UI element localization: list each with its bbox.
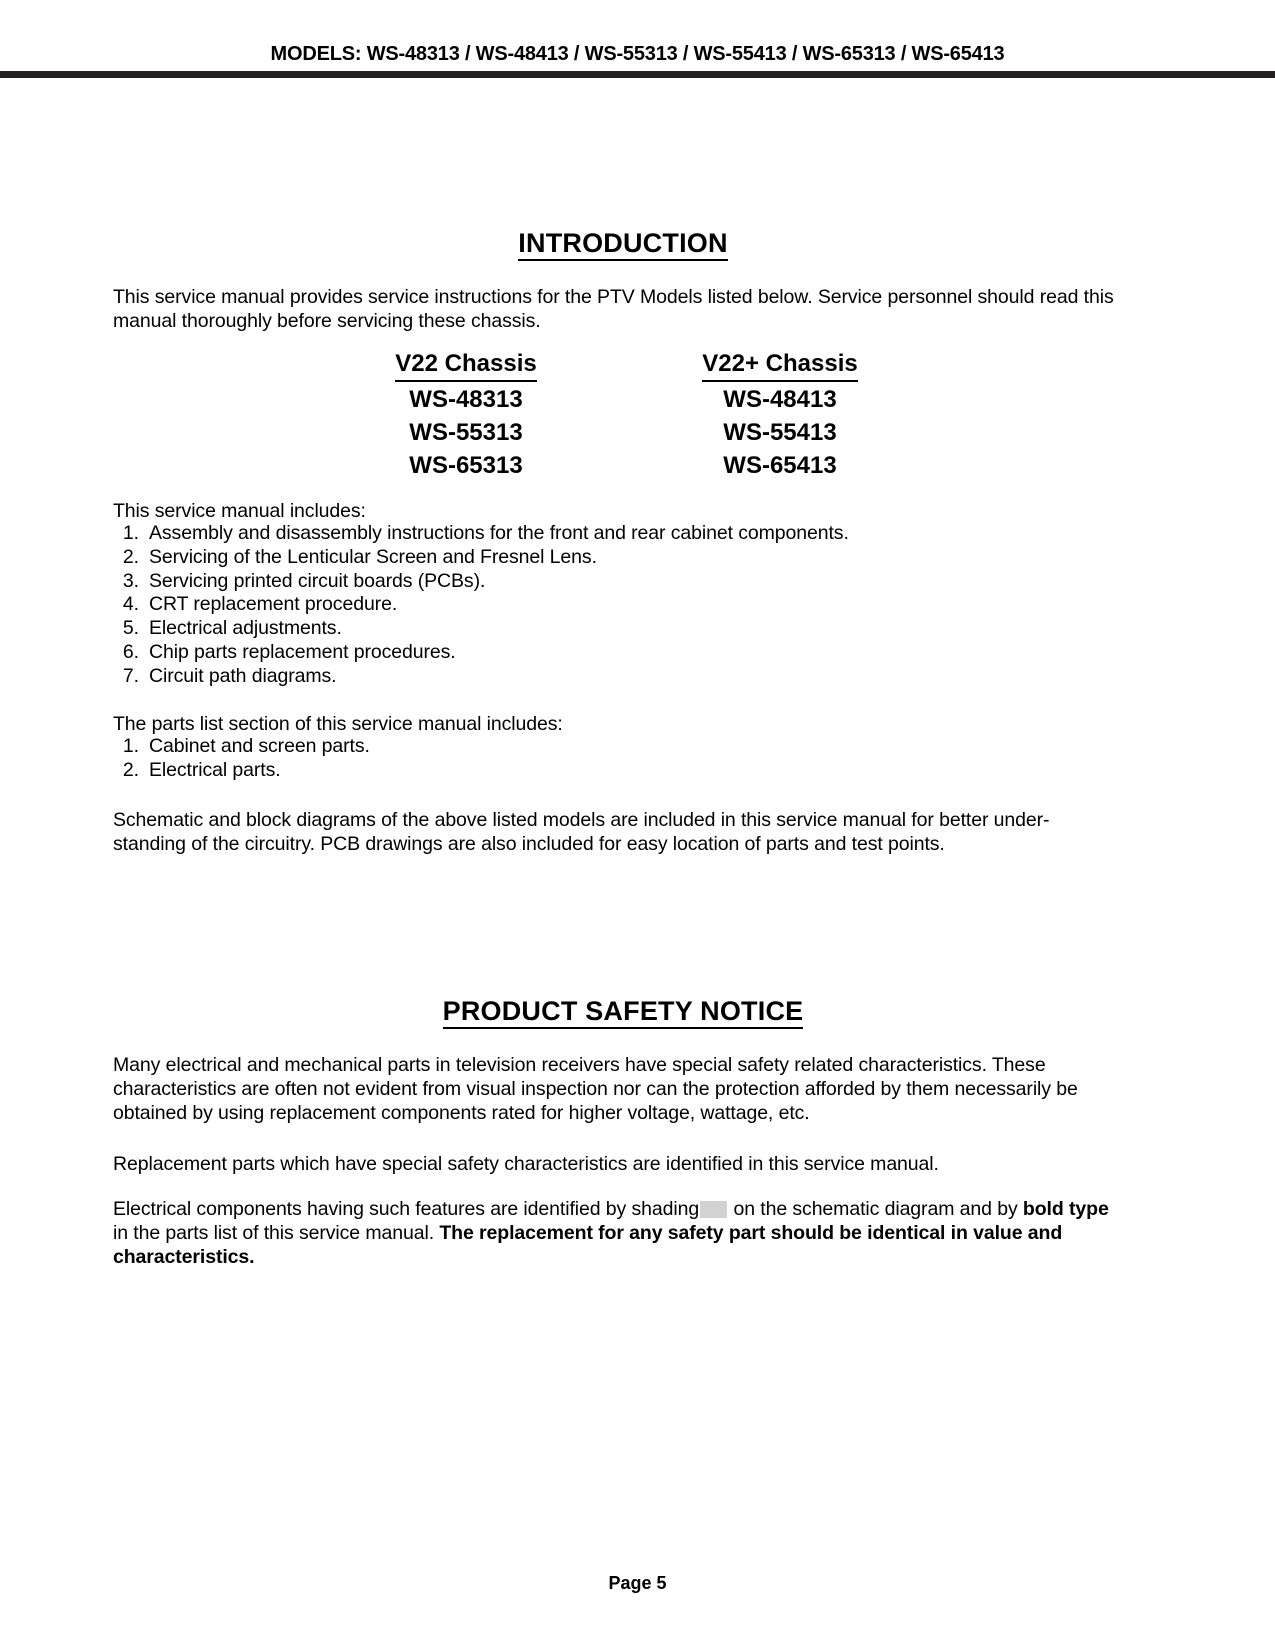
safety-paragraph-3	[113, 1197, 1127, 1269]
safety-paragraph-3-segment-1: Electrical components having such features are identified by shading	[113, 1198, 700, 1220]
safety-paragraph-3-bold-2: The replacement for any safety part should be identical in value and characteristics.	[113, 1222, 1063, 1268]
safety-notice-heading	[113, 996, 1133, 1027]
safety-paragraph-1: Many electrical and mechanical parts in television receivers have special safety related characteristics. These characteristics are often not evident from visual inspection nor can the protection afforded by them necessarily be obtained by using replacement components rated for higher voltage, wattage, etc.	[113, 1054, 1078, 1124]
list-item	[113, 546, 1013, 570]
chassis-model: WS-55413	[723, 419, 837, 446]
includes-lead-text: This service manual includes:	[113, 500, 366, 522]
list-item-label: Electrical adjustments.	[149, 617, 342, 640]
list-item-label: Assembly and disassembly instructions for the front and rear cabinet components.	[149, 522, 849, 544]
list-item	[113, 593, 1013, 617]
chassis-heading-v22: V22 Chassis	[395, 348, 536, 382]
list-item-label: CRT replacement procedure.	[149, 593, 398, 616]
list-item-number: 3.	[122, 569, 139, 592]
chassis-model: WS-48313	[409, 386, 523, 413]
list-item	[113, 617, 1013, 641]
list-item	[113, 570, 1013, 594]
safety-paragraph-3-segment-2: on the schematic diagram and by	[728, 1198, 1023, 1220]
shading-swatch	[700, 1201, 727, 1218]
safety-paragraph-3-bold-1: bold type	[1022, 1198, 1109, 1220]
page-header	[0, 0, 1275, 78]
list-item-label: Servicing of the Lenticular Screen and Fresnel Lens.	[149, 545, 597, 568]
page-footer: Page 5	[608, 1573, 667, 1593]
list-item-label: Chip parts replacement procedures.	[149, 640, 456, 663]
list-item-label: Electrical parts.	[149, 758, 281, 781]
list-item-number: 2.	[122, 545, 139, 568]
list-item-number: 7.	[122, 664, 139, 687]
safety-paragraph-3-segment-3: in the parts list of this service manual.	[113, 1222, 440, 1244]
list-item-number: 1.	[122, 735, 139, 757]
chassis-model: WS-65313	[409, 452, 523, 479]
safety-paragraph-2: Replacement parts which have special safety characteristics are identified in this service manual.	[113, 1153, 939, 1175]
parts-list	[113, 735, 1013, 783]
header-divider-rule	[0, 71, 1275, 78]
list-item-number: 4.	[122, 593, 139, 616]
introduction-heading-text: INTRODUCTION	[518, 228, 727, 261]
list-item	[113, 735, 1013, 759]
list-item-label: Cabinet and screen parts.	[149, 735, 370, 757]
safety-notice-heading-text: PRODUCT SAFETY NOTICE	[443, 996, 804, 1029]
list-item-label: Servicing printed circuit boards (PCBs).	[149, 569, 486, 592]
chassis-model: WS-55313	[409, 419, 523, 446]
includes-list	[113, 522, 1013, 689]
list-item	[113, 641, 1013, 665]
list-item	[113, 759, 1013, 783]
header-models-line: MODELS: WS-48313 / WS-48413 / WS-55313 / WS-55413 / WS-65313 / WS-65413	[270, 43, 1005, 65]
list-item-number: 6.	[122, 640, 139, 663]
introduction-heading	[113, 228, 1133, 259]
list-item	[113, 522, 1013, 546]
chassis-column-v22plus	[665, 348, 895, 482]
introduction-paragraph: This service manual provides service instructions for the PTV Models listed below. Service personnel should read this manual thoroughly before servicing these chassis.	[113, 286, 1114, 332]
schematic-paragraph: Schematic and block diagrams of the above listed models are included in this service manual for better under-standing of the circuitry. PCB drawings are also included for easy location of parts and test points.	[113, 809, 1050, 855]
list-item-number: 5.	[122, 617, 139, 640]
list-item	[113, 665, 1013, 689]
chassis-model: WS-48413	[723, 386, 837, 413]
parts-list-lead-text: The parts list section of this service manual includes:	[113, 713, 563, 735]
list-item-number: 2.	[122, 758, 139, 781]
chassis-model: WS-65413	[723, 452, 837, 479]
list-item-label: Circuit path diagrams.	[149, 664, 337, 687]
chassis-column-v22	[351, 348, 581, 482]
chassis-heading-v22plus: V22+ Chassis	[702, 348, 857, 382]
chassis-model-table	[113, 348, 1133, 482]
list-item-number: 1.	[122, 522, 139, 544]
